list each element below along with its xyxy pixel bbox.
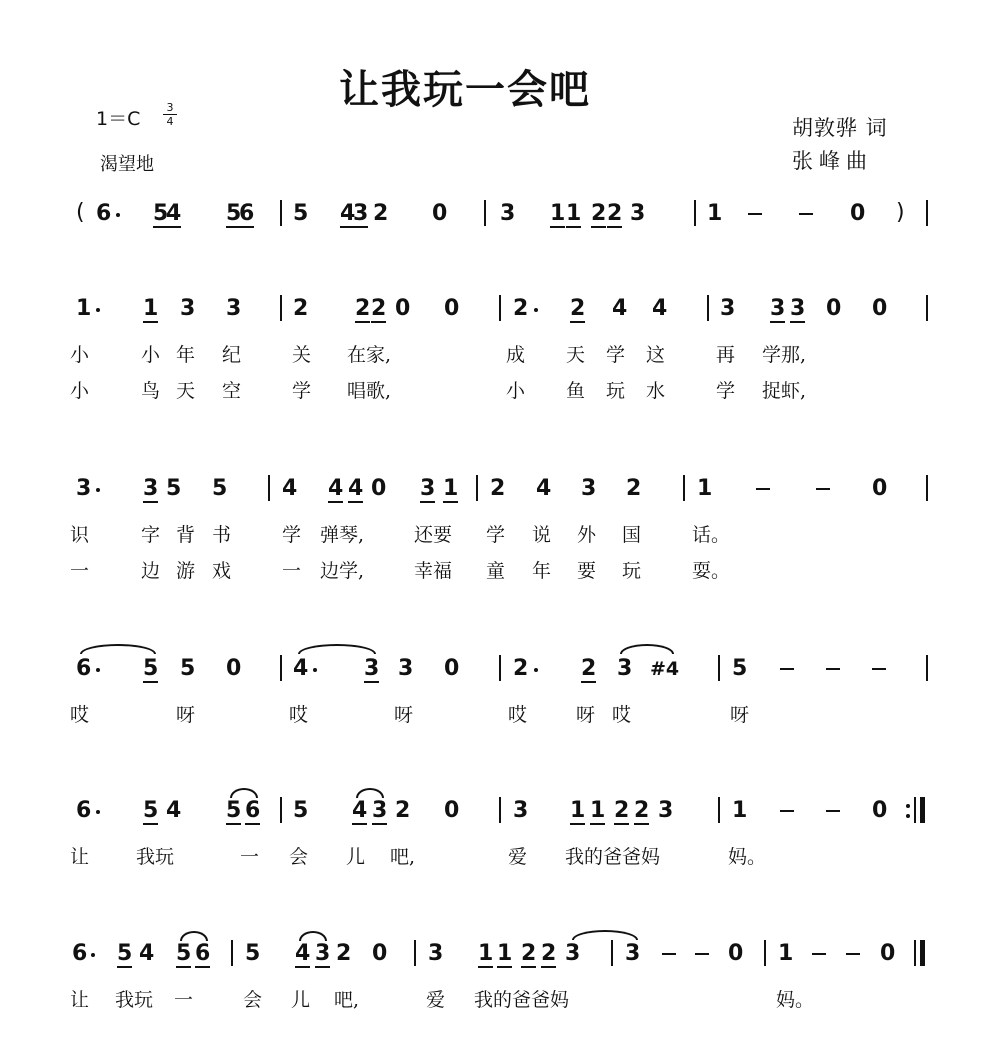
time-signature <box>163 102 177 127</box>
composer-credit: 张峰曲 <box>792 149 873 173</box>
key-signature: 1＝C <box>96 108 141 130</box>
meter-top: 3 <box>166 101 174 114</box>
song-title: 让我玩一会吧 <box>339 67 591 113</box>
tempo-mood: 渴望地 <box>100 154 154 175</box>
lyricist-credit: 胡敦骅 词 <box>792 116 888 140</box>
meter-bottom: 4 <box>166 115 174 128</box>
sheet-music-page: 让我玩一会吧 1＝C 3 4 渴望地 胡敦骅 词 张峰曲 ( 6 5 4 5 6 5 4 3 2 0 3 1 1 2 2 3 1 0 ) 1 1 3 3 2 2 2 0 0 2 2 4 4 3 3 3 0 0 小 小 年 纪 关 在家, 成 天 学 这 再 学那, 小 鸟 天 空 学 唱歌, 小 鱼 玩 水 学 捉虾, 3 3 5 5 4 4 4 0 3 1 2 4 3 2 1 0 识 字 背 书 学 弹琴, 还要 学 说 外 国 话。 一 边 游 戏 一 边学, 幸福 童 年 要 玩 耍。 6 5 5 0 4 3 3 0 2 2 3 #4 5 哎 呀 哎 呀 哎 呀 哎 呀 6 5 4 5 6 5 4 3 2 0 3 1 1 2 2 3 1 0 让 我玩 一 会 儿 吧, 爱 我的爸爸妈 妈。 6 5 4 5 6 5 4 3 2 0 3 1 1 2 2 3 3 0 1 0 让 我玩 一 会 儿 吧, 爱 我的爸爸妈 妈。 <box>0 0 993 1050</box>
